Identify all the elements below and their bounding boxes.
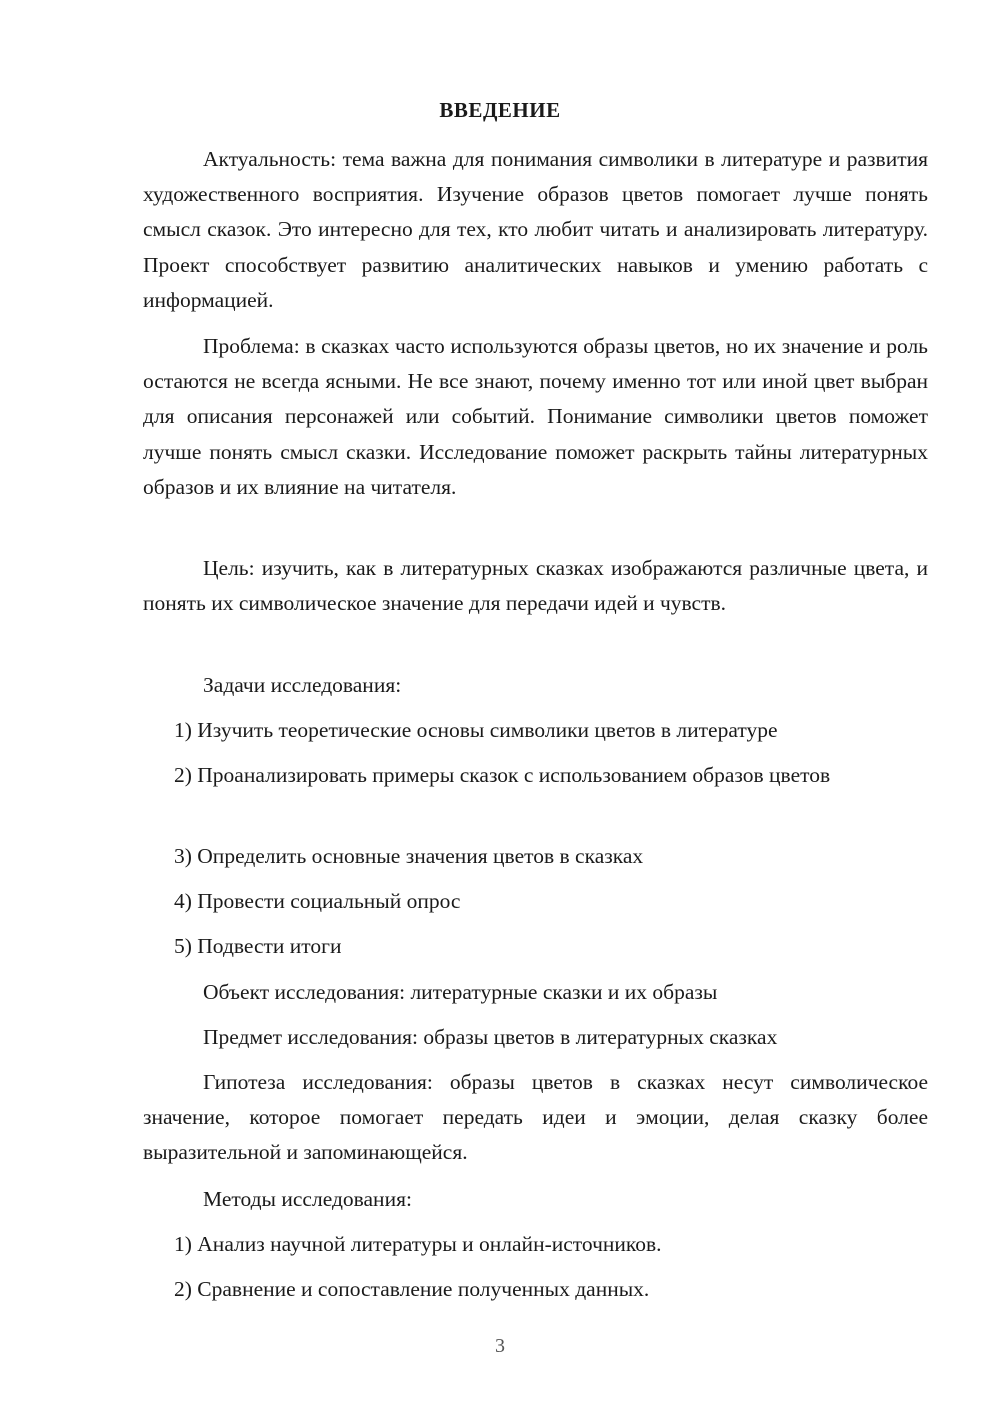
object-paragraph: Объект исследования: литературные сказки и их образы xyxy=(203,980,718,1004)
task-item: 4) Провести социальный опрос xyxy=(174,889,461,913)
task-item: 1) Изучить теоретические основы символики цветов в литературе xyxy=(174,718,778,742)
hypothesis-paragraph: Гипотеза исследования: образы цветов в сказках несут символическое значение, которое помогает передать идеи и эмоции, делая сказку более выразительной и запоминающейся. xyxy=(143,1070,928,1165)
task-item: 3) Определить основные значения цветов в сказках xyxy=(174,844,644,868)
tasks-heading: Задачи исследования: xyxy=(203,673,402,697)
page-number: 3 xyxy=(495,1335,505,1357)
subject-paragraph: Предмет исследования: образы цветов в литературных сказках xyxy=(203,1025,778,1049)
task-item: 5) Подвести итоги xyxy=(174,934,342,958)
methods-heading: Методы исследования: xyxy=(203,1187,412,1211)
problem-paragraph: Проблема: в сказках часто используются образы цветов, но их значение и роль остаются не всегда ясными. Не все знают, почему именно тот или иной цвет выбран для описания персонажей или событий. Понимание символики цветов поможет лучше понять смысл сказки. Исследование поможет раскрыть тайны литературных образов и их влияние на читателя. xyxy=(143,334,928,499)
goal-paragraph: Цель: изучить, как в литературных сказках изображаются различные цвета, и понять их символическое значение для передачи идей и чувств. xyxy=(143,556,928,616)
method-item: 2) Сравнение и сопоставление полученных данных. xyxy=(174,1277,650,1301)
relevance-paragraph: Актуальность: тема важна для понимания символики в литературе и развития художественного восприятия. Изучение образов цветов помогает лучше понять смысл сказок. Это интересно для тех, кто любит читать и анализировать литературу. Проект способствует развитию аналитических навыков и умению работать с информацией. xyxy=(143,147,928,312)
page-title: ВВЕДЕНИЕ xyxy=(439,98,561,122)
task-item: 2) Проанализировать примеры сказок с использованием образов цветов xyxy=(174,763,831,787)
method-item: 1) Анализ научной литературы и онлайн-источников. xyxy=(174,1232,662,1256)
